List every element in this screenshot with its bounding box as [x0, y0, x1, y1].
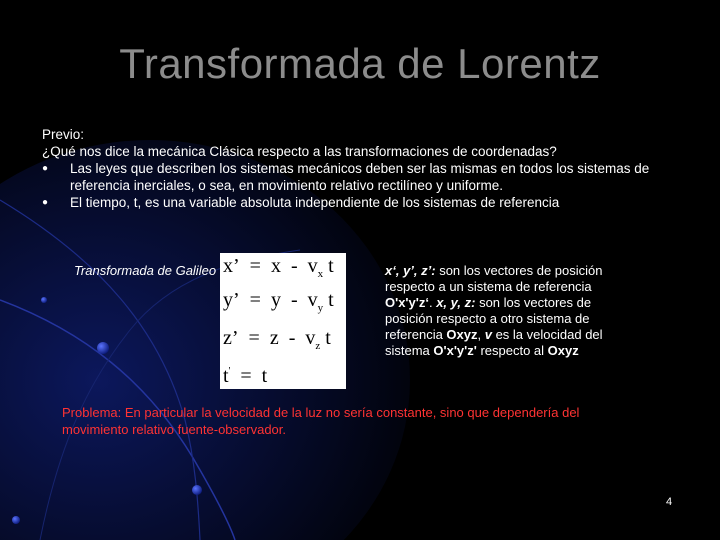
equation-z: z’ = z - $v_z$ t	[223, 327, 331, 352]
page-number: 4	[666, 496, 673, 508]
problem-statement: Problema: En particular la velocidad de la luz no sería constante, sino que dependería del movimiento relativo fuente-observador.	[62, 405, 580, 437]
bullet-text: El tiempo, t, es una variable absoluta independiente de los sistemas de referencia	[70, 195, 560, 210]
question-text: ¿Qué nos dice la mecánica Clásica respecto a las transformaciones de coordenadas?	[42, 144, 557, 159]
decor-dot-2	[192, 485, 202, 495]
intro-text: Previo:	[42, 127, 85, 142]
galileo-label: Transformada de Galileo	[73, 263, 217, 278]
equation-t: t' = t	[223, 365, 268, 387]
vector-description: x‘, y’, z’: son los vectores de posición respecto a un sistema de referencia O'x'y'z‘. x, y, z: son los vectores de posición respecto a otro sistema de referencia Oxyz, v es la velocidad del sistema O'x'y'z' respecto al Oxyz	[385, 263, 603, 358]
bullet-icon: ●	[42, 163, 49, 174]
galileo-equations	[220, 253, 346, 389]
decor-dot-1	[97, 342, 109, 354]
bullet-icon: ●	[42, 197, 49, 208]
bullet-text: Las leyes que describen los sistemas mecánicos deben ser las mismas en todos los sistemas de referencia inerciales, o sea, en movimiento relativo rectilíneo y uniforme.	[70, 161, 650, 193]
body-text	[42, 126, 682, 211]
equation-x: x’ = x - $v_x$ t	[223, 255, 334, 280]
slide-title: Transformada de Lorentz	[119, 40, 601, 87]
equation-y: y’ = y - $v_y$ t	[223, 289, 334, 314]
decor-dot-3	[12, 516, 20, 524]
bullet-item	[42, 194, 682, 211]
bullet-item	[42, 160, 682, 194]
decor-dot-4	[41, 297, 47, 303]
